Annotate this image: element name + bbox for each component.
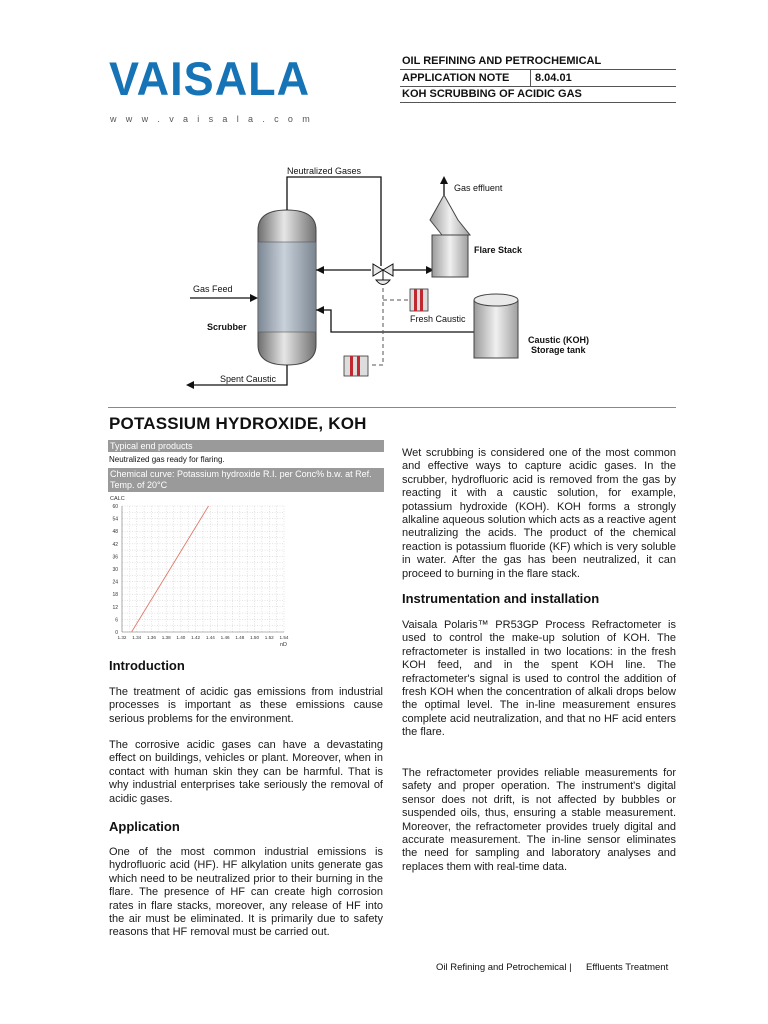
y-tick-label: 60 (112, 504, 118, 510)
label-scrubber: Scrubber (207, 322, 247, 332)
product-title: POTASSIUM HYDROXIDE, KOH (109, 414, 367, 433)
x-tick-label: 1.34 (132, 635, 142, 640)
y-tick-label: 42 (112, 541, 118, 548)
x-tick-label: 1.38 (161, 635, 171, 640)
typical-end-products-text: Neutralized gas ready for flaring. (109, 455, 225, 464)
y-tick-label: 6 (115, 617, 118, 624)
chemical-curve-label: Chemical curve: Potassium hydroxide R.I. per Conc% b.w. at Ref. Temp. of 20°C (108, 468, 384, 492)
koh-chart (104, 492, 294, 648)
label-fresh-caustic: Fresh Caustic (410, 314, 466, 324)
x-tick-label: 1.48 (235, 635, 245, 640)
y-tick-label: 12 (112, 604, 118, 611)
typical-end-products-label: Typical end products (108, 440, 384, 452)
website-url: w w w . v a i s a l a . c o m (110, 114, 314, 124)
y-tick-label: 24 (112, 579, 118, 586)
x-tick-label: 1.52 (264, 635, 274, 640)
y-tick-label: 54 (112, 516, 118, 523)
chart-xlabel: nD (280, 642, 288, 648)
x-tick-label: 1.32 (117, 635, 127, 640)
instrumentation-p1: Vaisala Polaris™ PR53GP Process Refractometer is used to control the make-up solution of KOH. The refractometer is installed in two locations: in the fresh KOH feed, and in the spent KOH line. The refractometer's signal is used to control the addition of fresh KOH when the concentration of alkali drops below the optimal level. The in-line measurement ensures complete acid neutralization, and that no HF acid enters the flare. (402, 619, 676, 739)
application-p1: One of the most common industrial emissions is hydrofluoric acid (HF). HF alkylation units generate gas which need to be neutralized prior to their burning in the flare. The presence of HF can create high corrosion rates in flare stacks, moreover, any release of HF into the air must be eliminated. It is primarily due to safety reasons that HF removal must be carried out. (109, 846, 383, 939)
control-valve (373, 264, 393, 285)
introduction-p1: The treatment of acidic gas emissions from industrial processes is important as these emissions cause serious problems for the environment. (109, 686, 383, 725)
introduction-p2: The corrosive acidic gases can have a devastating effect on buildings, vehicles or plant. Moreover, when in contact with human skin they can be harmful. That is why industrial enterprises take seriously the removal of acidic gases. (109, 739, 383, 805)
x-tick-label: 1.46 (220, 635, 230, 640)
x-tick-label: 1.42 (191, 635, 201, 640)
process-diagram (180, 160, 600, 395)
y-tick-label: 30 (112, 567, 118, 573)
introduction-heading: Introduction (109, 658, 185, 673)
header-note-number: 8.04.01 (535, 72, 572, 84)
y-tick-label: 0 (115, 630, 118, 636)
header-rule-3 (400, 102, 676, 103)
header-subject: KOH SCRUBBING OF ACIDIC GAS (402, 88, 582, 100)
refractometer-fresh (410, 289, 428, 311)
x-tick-label: 1.36 (146, 635, 156, 640)
label-neutralized-gases: Neutralized Gases (287, 166, 362, 176)
label-storage-1: Caustic (KOH) (528, 335, 590, 345)
x-tick-label: 1.54 (279, 635, 289, 640)
footer-topic: Effluents Treatment (586, 962, 669, 973)
label-flare-stack: Flare Stack (474, 245, 523, 255)
header-divider (530, 70, 531, 86)
chart-ylabel: CALC (110, 496, 125, 502)
x-tick-label: 1.40 (176, 635, 186, 640)
label-storage-2: Storage tank (531, 345, 586, 355)
header-rule-1 (400, 69, 676, 70)
section-divider (108, 407, 676, 408)
refractometer-spent (344, 356, 368, 376)
label-gas-effluent: Gas effluent (454, 183, 503, 193)
label-gas-feed: Gas Feed (193, 284, 233, 294)
wet-scrubbing-paragraph: Wet scrubbing is considered one of the most common and effective ways to capture acidic gases. In the scrubber, hydrofluoric acid is removed from the gas by reacting it with a caustic solution, for example, potassium hydroxide (KOH). KOH forms a strongly alkaline aqueous solution which acts as a reactive agent neutralizing the acids. The product of the chemical reaction is potassium fluoride (KF) which is very soluble in water. After the gas has been neutralized, it can proceed to burning in the flare stack. (402, 447, 676, 580)
y-tick-label: 18 (112, 592, 118, 599)
instrumentation-heading: Instrumentation and installation (402, 591, 600, 606)
header-note-label: APPLICATION NOTE (402, 72, 510, 84)
scrubber-vessel (258, 210, 316, 365)
label-spent-caustic: Spent Caustic (220, 374, 277, 384)
header-rule-2 (400, 86, 676, 87)
footer-industry: Oil Refining and Petrochemical | (436, 962, 572, 973)
y-tick-label: 36 (112, 554, 118, 561)
y-tick-label: 48 (112, 529, 118, 536)
x-tick-label: 1.50 (250, 635, 260, 640)
instrumentation-p2: The refractometer provides reliable measurements for safety and proper operation. The instrument's digital sensor does not drift, is not affected by bubbles or suspended oils, thus, ensuring a stable measurement. Moreover, the refractometer provides truely digital and accurate measurement. The in-line sensor eliminates the need for sampling and laboratory analyses and replaces them with real-time data. (402, 767, 676, 873)
x-tick-label: 1.44 (205, 635, 215, 640)
caustic-storage-tank (474, 294, 518, 358)
vaisala-logo: VAISALA (109, 51, 311, 106)
header-industry: OIL REFINING AND PETROCHEMICAL (402, 55, 602, 67)
application-heading: Application (109, 819, 180, 834)
